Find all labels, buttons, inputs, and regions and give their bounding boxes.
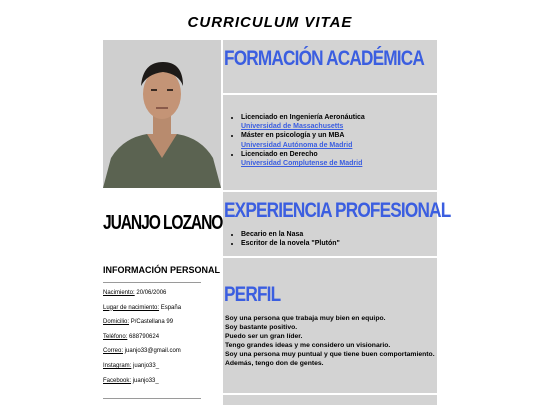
experience-list	[232, 230, 340, 248]
portrait-image	[103, 40, 221, 188]
profile-line: Soy una persona muy puntual y que tiene buen comportamiento.	[225, 351, 435, 359]
field-facebook: Facebook: juanjo33_	[103, 377, 159, 384]
profile-line: Tengo grandes ideas y me considero un visionario.	[225, 342, 391, 350]
profile-title: PERFIL	[224, 283, 281, 306]
university-link[interactable]: Universidad Complutense de Madrid	[241, 160, 363, 168]
field-birthplace: Lugar de nacimiento: España	[103, 304, 182, 311]
section-separator	[223, 93, 437, 95]
divider	[103, 398, 201, 399]
profile-photo	[103, 40, 221, 188]
experience-title: EXPERIENCIA PROFESIONAL	[224, 199, 451, 222]
university-link[interactable]: Universidad Autónoma de Madrid	[241, 141, 353, 149]
education-title: FORMACIÓN ACADÉMICA	[224, 47, 424, 70]
section-separator	[223, 190, 437, 192]
section-separator	[223, 393, 437, 395]
field-instagram: Instagram: juanjo33_	[103, 362, 160, 369]
education-item: • Licenciado en Ingeniería Aeronáutica Universidad de Massachusetts	[241, 113, 365, 131]
experience-item: • Becario en la Nasa	[241, 230, 340, 239]
university-link[interactable]: Universidad de Massachusetts	[241, 123, 344, 131]
education-item: • Licenciado en Derecho Universidad Complutense de Madrid	[241, 150, 365, 168]
profile-text	[225, 314, 435, 369]
candidate-name: JUANJO LOZANO	[103, 212, 223, 234]
divider	[103, 282, 201, 283]
education-list	[232, 113, 365, 168]
field-birthdate: Nacimiento: 20/06/2006	[103, 290, 167, 296]
education-item: • Máster en psicología y un MBA Universidad Autónoma de Madrid	[241, 131, 365, 149]
profile-line: Además, tengo don de gentes.	[225, 360, 324, 368]
experience-item: • Escritor de la novela "Plutón"	[241, 239, 340, 248]
page-title: CURRICULUM VITAE	[187, 14, 353, 31]
field-email: Correo: juanjo33@gmail.com	[103, 348, 181, 355]
profile-line: Puedo ser un gran líder.	[225, 333, 303, 341]
personal-info-title: INFORMACIÓN PERSONAL	[103, 265, 220, 275]
field-address: Domicilio: P/Castellana 99	[103, 319, 174, 326]
profile-line: Soy bastante positivo.	[225, 324, 298, 332]
field-phone: Teléfono: 688790624	[103, 333, 160, 340]
personal-info-list	[103, 290, 223, 392]
profile-line: Soy una persona que trabaja muy bien en equipo.	[225, 315, 386, 322]
section-separator	[223, 256, 437, 258]
